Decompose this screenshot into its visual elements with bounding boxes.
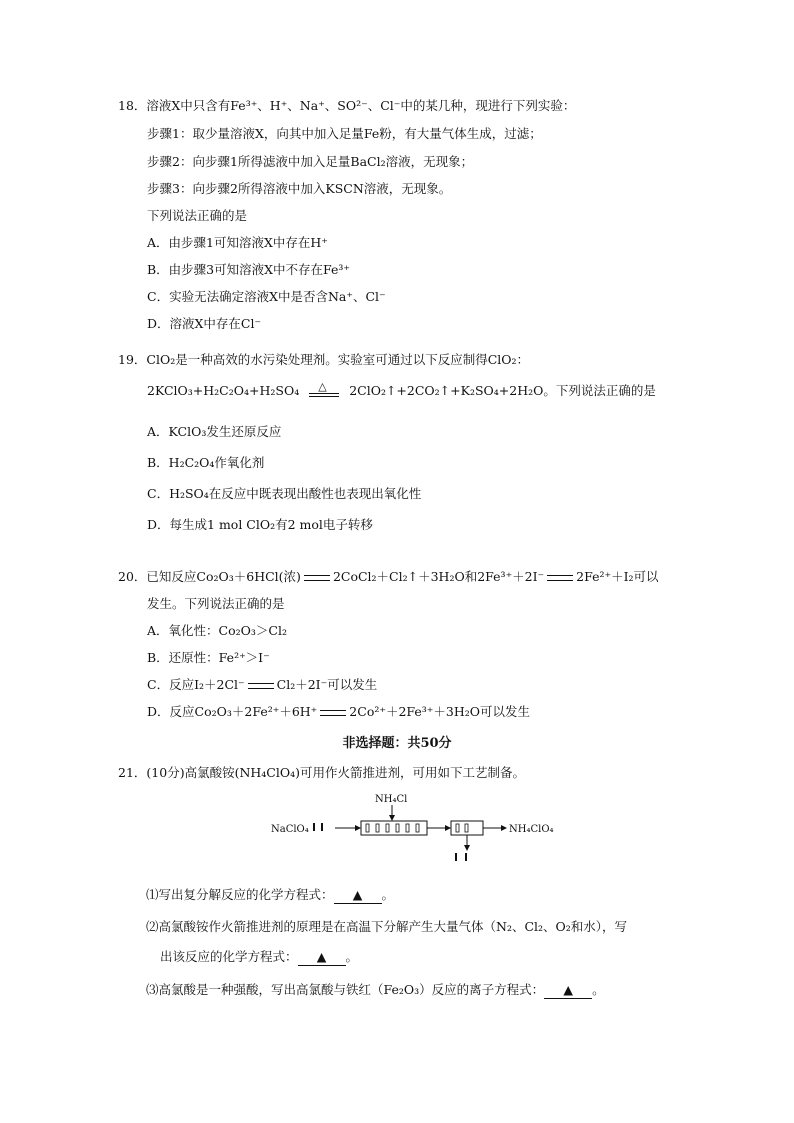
q19-option-b: B．H₂C₂O₄作氧化剂 [147, 455, 265, 470]
blank-marker-icon: ▲ [563, 982, 573, 997]
q20-stem [118, 569, 659, 585]
equals-sign-icon [547, 575, 573, 581]
blank-marker-icon: ▲ [352, 887, 363, 902]
blank-marker-icon: ▲ [316, 949, 327, 964]
q19-eq-right: 2ClO₂↑+2CO₂↑+K₂SO₄+2H₂O。下列说法正确的是 [349, 383, 656, 398]
q20-option-c-part-a: C．反应I₂＋2Cl⁻ [147, 677, 245, 692]
q20-option-a: A．氧化性：Co₂O₃＞Cl₂ [147, 623, 287, 638]
flow-byproduct-marker [465, 853, 467, 861]
flow-reagent-label: NH₄Cl [375, 794, 408, 805]
q20-stem-part-a: 20．已知反应Co₂O₃＋6HCl(浓) [118, 569, 301, 584]
full-stop: 。 [345, 949, 359, 964]
q19-eq-left: 2KClO₃+H₂C₂O₄+H₂SO₄ [147, 383, 300, 398]
full-stop: 。 [592, 982, 605, 997]
flow-input-marker [321, 823, 323, 831]
q21-stem: 21．(10分)高氯酸铵(NH₄ClO₄)可用作火箭推进剂，可用如下工艺制备。 [118, 765, 525, 780]
q21-part3-text: ⑶高氯酸是一种强酸，写出高氯酸与铁红（Fe₂O₃）反应的离子方程式： [146, 982, 545, 997]
flow-input-label: NaClO₄ [271, 824, 309, 835]
arrow-head-icon [501, 825, 507, 831]
q20-option-d-part-a: D．反应Co₂O₃＋2Fe²⁺＋6H⁺ [147, 704, 318, 719]
equals-sign-icon [320, 710, 346, 716]
section-title: 非选择题：共50分 [342, 736, 452, 751]
arrow-head-icon [464, 845, 470, 851]
q21-part1 [146, 887, 394, 904]
q20-option-c-part-b: Cl₂＋2I⁻可以发生 [276, 677, 378, 692]
q21-part2-text: 出该反应的化学方程式： [160, 949, 298, 964]
q18-option-a: A．由步骤1可知溶液X中存在H⁺ [147, 235, 328, 250]
q20-option-c [147, 677, 377, 693]
q21-part1-text: ⑴写出复分解反应的化学方程式： [146, 887, 334, 902]
q20-stem-part-b: 2CoCl₂＋Cl₂↑＋3H₂O和2Fe³⁺＋2I⁻ [332, 569, 545, 584]
q19-option-d: D．每生成1 mol ClO₂有2 mol电子转移 [147, 517, 373, 532]
q19-equation [147, 379, 656, 399]
q18-option-b: B．由步骤3可知溶液X中不存在Fe³⁺ [147, 262, 351, 277]
equals-sign-icon [304, 575, 330, 581]
arrow-head-icon [355, 825, 361, 831]
flow-output-label: NH₄ClO₄ [509, 824, 554, 835]
q19-option-a: A．KClO₃发生还原反应 [147, 424, 282, 439]
flow-byproduct-marker [455, 853, 457, 861]
q19-stem: 19．ClO₂是一种高效的水污染处理剂。实验室可通过以下反应制得ClO₂： [118, 352, 530, 367]
q20-option-d [147, 704, 530, 720]
q21-part2-line1: ⑵高氯酸铵作火箭推进剂的原理是在高温下分解产生大量气体（N₂、Cl₂、O₂和水），写 [146, 919, 628, 934]
q18-step3: 步骤3：向步骤2所得溶液中加入KSCN溶液，无现象。 [147, 181, 452, 196]
answer-blank[interactable] [298, 949, 346, 966]
process-flow-diagram [265, 790, 565, 865]
q19-option-c: C．H₂SO₄在反应中既表现出酸性也表现出氧化性 [147, 486, 422, 501]
q20-stem-part-c: 2Fe²⁺＋I₂可以 [576, 569, 659, 584]
q18-option-c: C．实验无法确定溶液X中是否含Na⁺、Cl⁻ [147, 289, 386, 304]
q20-option-d-part-b: 2Co²⁺＋2Fe³⁺＋3H₂O可以发生 [349, 704, 531, 719]
q20-stem-line2: 发生。下列说法正确的是 [147, 596, 285, 611]
answer-blank[interactable] [544, 982, 592, 999]
q18-step2: 步骤2：向步骤1所得滤液中加入足量BaCl₂溶液，无现象； [147, 154, 474, 169]
heat-symbol: △ [318, 379, 327, 393]
answer-blank[interactable] [334, 887, 382, 904]
q18-option-d: D．溶液X中存在Cl⁻ [147, 316, 262, 331]
full-stop: 。 [381, 887, 395, 902]
arrow-head-icon [389, 815, 395, 821]
q18-prompt: 下列说法正确的是 [147, 208, 248, 223]
q18-stem: 18．溶液X中只含有Fe³⁺、H⁺、Na⁺、SO²⁻、Cl⁻中的某几种，现进行下列实验： [118, 98, 576, 113]
q21-part2-line2 [160, 949, 358, 966]
equals-sign-icon [248, 683, 274, 689]
q21-part3 [146, 982, 605, 999]
q20-option-b: B．还原性：Fe²⁺＞I⁻ [147, 650, 270, 665]
q18-step1: 步骤1：取少量溶液X，向其中加入足量Fe粉，有大量气体生成，过滤； [147, 126, 542, 141]
flow-input-marker [313, 823, 315, 831]
reaction-condition-arrow [309, 379, 339, 399]
reactor-box [361, 821, 427, 835]
arrow-head-icon [445, 825, 451, 831]
